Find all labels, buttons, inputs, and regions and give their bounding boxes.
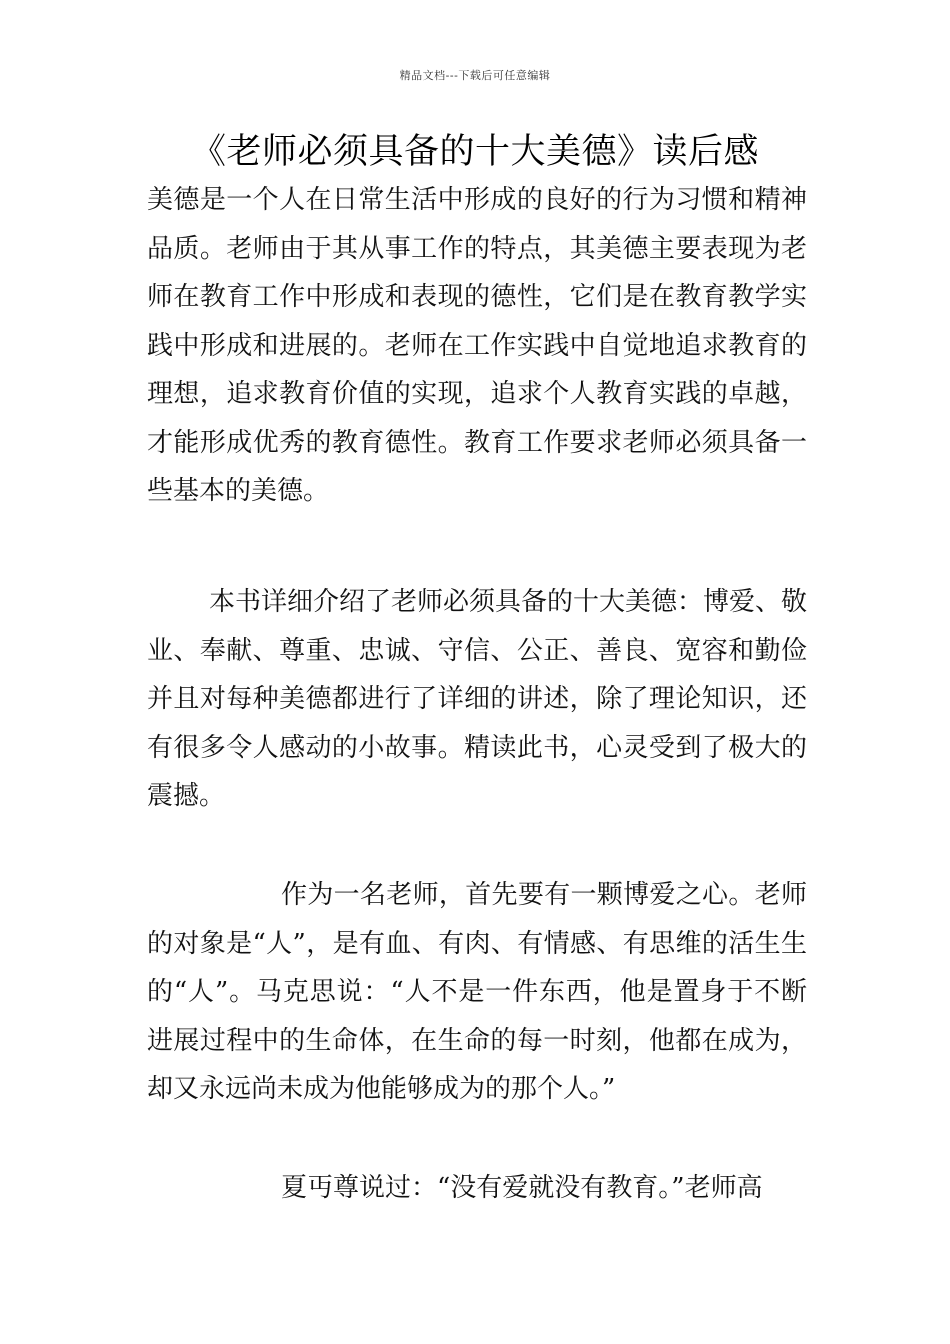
document-title: 《老师必须具备的十大美德》读后感 (190, 132, 759, 172)
paragraph-book-summary: 本书详细介绍了老师必须具备的十大美德：博爱、敬业、奉献、尊重、忠诚、守信、公正、善良、宽容和勤俭并且对每种美德都进行了详细的讲述，除了理论知识，还有很多令人感动的小故事。精读此书，心灵受到了极大的震撼。 (147, 587, 808, 811)
paragraph-xia-quote: 夏丏尊说过：“没有爱就没有教育。”老师高 (281, 1173, 763, 1203)
page-header: 精品文档---下载后可任意编辑 (399, 69, 551, 82)
paragraph-intro: 美德是一个人在日常生活中形成的良好的行为习惯和精神品质。老师由于其从事工作的特点，其美德主要表现为老师在教育工作中形成和表现的德性，它们是在教育教学实践中形成和进展的。老师在工作实践中自觉地追求教育的理想，追求教育价值的实现，追求个人教育实践的卓越，才能形成优秀的教育德性。教育工作要求老师必须具备一些基本的美德。 (147, 185, 807, 506)
paragraph-universal-love: 作为一名老师，首先要有一颗博爱之心。老师的对象是“人”，是有血、有肉、有情感、有思维的活生生的“人”。马克思说：“人不是一件东西，他是置身于不断进展过程中的生命体，在生命的每一时刻，他都在成为，却又永远尚未成为他能够成为的那个人。” (147, 880, 807, 1104)
